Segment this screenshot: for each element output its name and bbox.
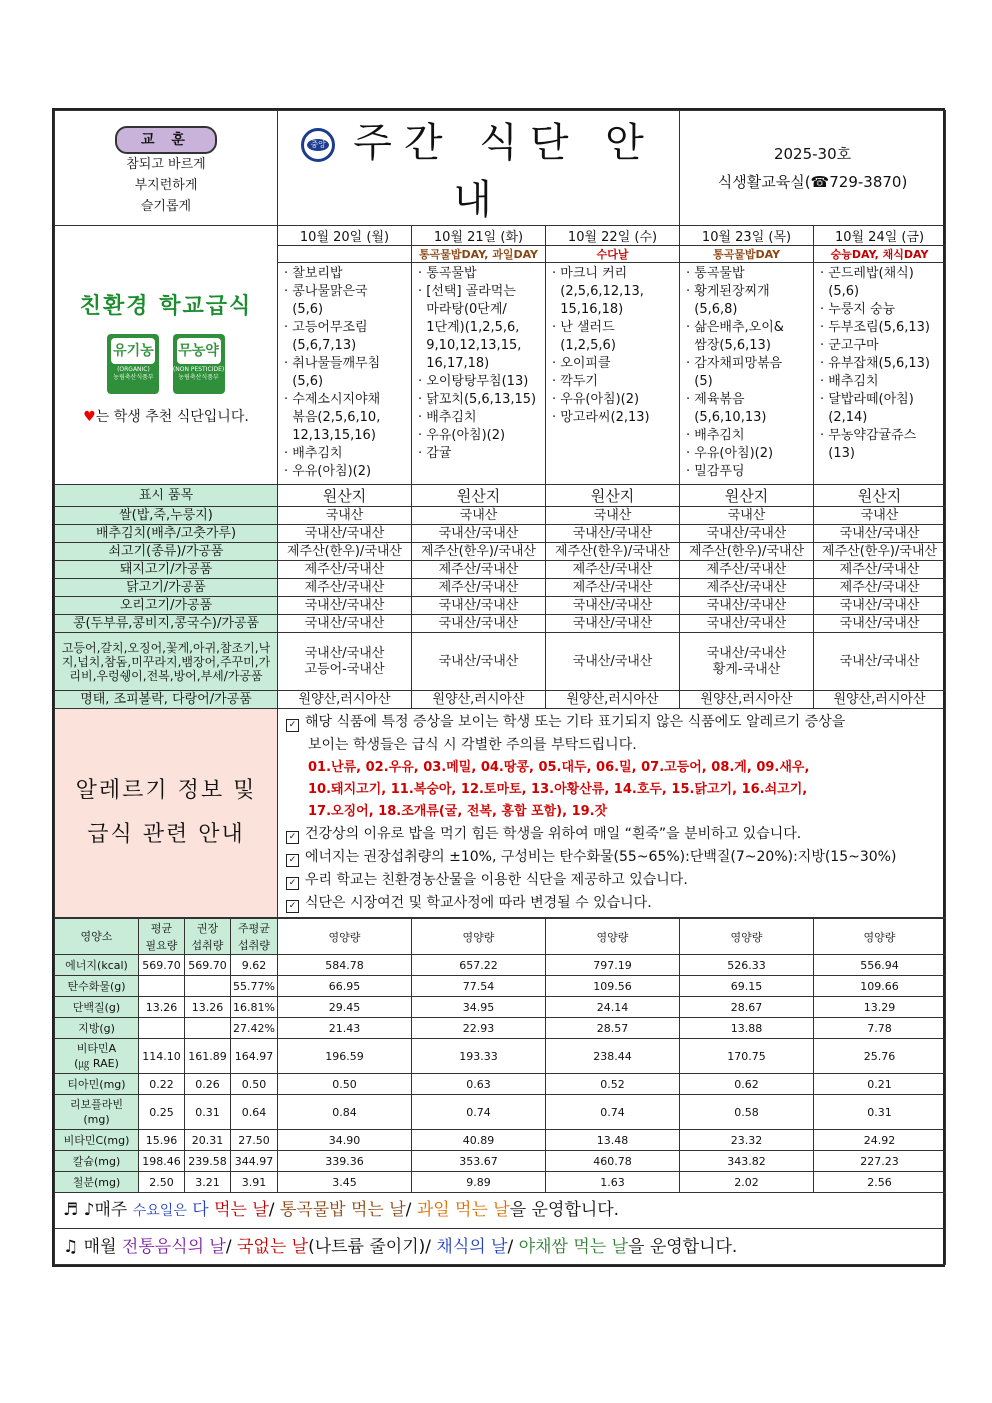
origin-row-label: 돼지고기/가공품 — [55, 561, 278, 579]
menu-item: · 마크니 커리 — [552, 266, 628, 281]
origin-row-value: 국내산/국내산 — [278, 597, 412, 615]
nutrition-day-value: 0.62 — [680, 1074, 814, 1095]
nutrition-avg-value: 15.96 — [139, 1130, 185, 1151]
origin-row-value: 국내산/국내산 — [278, 525, 412, 543]
eco-title: 친환경 학교급식 — [79, 293, 253, 319]
allergy-note-1: ✓ 해당 식품에 특정 증상을 보이는 학생 또는 기타 표기되지 않은 식품에도 알레르기 증상을 — [286, 711, 937, 734]
menu-item: (5) — [686, 374, 713, 389]
nutrition-day-value: 353.67 — [412, 1151, 546, 1172]
nutrition-day-value: 0.21 — [814, 1074, 946, 1095]
origin-row-value: 국내산/국내산 — [814, 597, 946, 615]
menu-item: · 황게된장찌개 — [686, 284, 770, 299]
nutrition-day-value: 193.33 — [412, 1039, 546, 1074]
menu-item: · 취나물들깨무침 — [284, 356, 381, 371]
origin-row-value: 국내산/국내산 — [680, 525, 814, 543]
menu-item: (2,14) — [820, 410, 868, 425]
footer-line-1: ♬ ♪매주 수요일은 다 먹는 날/ 통곡물밥 먹는 날/ 과일 먹는 날을 운영합니다. — [55, 1193, 946, 1229]
menu-item: 쌈장(5,6,13) — [686, 338, 771, 353]
origin-row-value: 제주산/국내산 — [814, 561, 946, 579]
day-note-fri: 숭늉DAY, 채식DAY — [814, 246, 946, 263]
nutrition-day-value: 25.76 — [814, 1039, 946, 1074]
nutrition-day-value: 526.33 — [680, 955, 814, 976]
origin-row-value: 제주산/국내산 — [412, 561, 546, 579]
menu-item: 16,17,18) — [418, 356, 490, 371]
nutrition-rec-value: 13.26 — [185, 997, 231, 1018]
origin-row-value: 제주산(한우)/국내산 — [546, 543, 680, 561]
checkbox-icon: ✓ — [286, 831, 299, 844]
menu-item: 9,10,12,13,15, — [418, 338, 522, 353]
menu-item: (13) — [820, 446, 855, 461]
origin-header-tue: 원산지 — [412, 485, 546, 507]
menu-item: · 통곡물밥 — [686, 266, 745, 281]
menu-item: · 곤드레밥(채식) — [820, 266, 914, 281]
nutrition-row-label: 탄수화물(g) — [55, 976, 139, 997]
nutrition-day-value: 7.78 — [814, 1018, 946, 1039]
allergy-info — [278, 709, 946, 918]
origin-row-value: 제주산(한우)/국내산 — [412, 543, 546, 561]
nutrition-day-value: 28.67 — [680, 997, 814, 1018]
day-menu-mon — [278, 263, 412, 485]
origin-seafood-wed: 국내산/국내산 — [546, 633, 680, 691]
day-date-wed: 10월 22일 (수) — [546, 226, 680, 246]
day-menu-fri — [814, 263, 946, 485]
origin-row-value: 국내산/국내산 — [412, 597, 546, 615]
nutrition-avg-value: 0.25 — [139, 1095, 185, 1130]
origin-row-value: 국내산/국내산 — [680, 597, 814, 615]
nutrition-rec-value: 569.70 — [185, 955, 231, 976]
nutrition-header-label: 영양소 — [55, 919, 139, 955]
nutrition-week-value: 16.81% — [231, 997, 278, 1018]
origin-row-value: 제주산/국내산 — [814, 579, 946, 597]
origin-row-value: 국내산 — [814, 507, 946, 525]
nutrition-header-fri: 영양량 — [814, 919, 946, 955]
nutrition-avg-value — [139, 1018, 185, 1039]
nutrition-day-value: 109.66 — [814, 976, 946, 997]
menu-item: (5,6) — [284, 302, 324, 317]
nutrition-day-value: 24.92 — [814, 1130, 946, 1151]
day-menu-wed — [546, 263, 680, 485]
menu-item: 1단계)(1,2,5,6, — [418, 320, 520, 335]
menu-item: (5,6,7,13) — [284, 338, 357, 353]
origin-pollock-thu: 원양산,러시아산 — [680, 691, 814, 709]
menu-item: · 오이피클 — [552, 356, 611, 371]
nutrition-row-label: 칼슘(mg) — [55, 1151, 139, 1172]
nutrition-row-label: 단백질(g) — [55, 997, 139, 1018]
nutrition-row-label: 에너지(kcal) — [55, 955, 139, 976]
allergy-note-1b: 보이는 학생들은 급식 시 각별한 주의를 부탁드립니다. — [308, 737, 637, 753]
nutrition-day-value: 0.31 — [814, 1095, 946, 1130]
origin-row-value: 제주산/국내산 — [546, 561, 680, 579]
origin-row-label: 콩(두부류,콩비지,콩국수)/가공품 — [55, 615, 278, 633]
nutrition-header-mon: 영양량 — [278, 919, 412, 955]
origin-row-label: 닭고기/가공품 — [55, 579, 278, 597]
origin-row-value: 국내산/국내산 — [546, 615, 680, 633]
nutrition-rec-value: 239.58 — [185, 1151, 231, 1172]
nutrition-day-value: 23.32 — [680, 1130, 814, 1151]
nutrition-day-value: 109.56 — [546, 976, 680, 997]
menu-item: · 통곡물밥 — [418, 266, 477, 281]
nutrition-week-value: 3.91 — [231, 1172, 278, 1193]
nutrition-day-value: 69.15 — [680, 976, 814, 997]
nutrition-day-value: 0.58 — [680, 1095, 814, 1130]
nutrition-row-label: 리보플라빈 (mg) — [55, 1095, 139, 1130]
allergen-list-3: 17.오징어, 18.조개류(굴, 전복, 홍합 포함), 19.잣 — [308, 804, 608, 819]
origin-row-value: 국내산/국내산 — [814, 525, 946, 543]
day-note-wed: 수다날 — [546, 246, 680, 263]
menu-item: · 배추김치 — [686, 428, 745, 443]
nutrition-row-label: 비타민A (㎍ RAE) — [55, 1039, 139, 1074]
nutrition-day-value: 22.93 — [412, 1018, 546, 1039]
day-date-mon: 10월 20일 (월) — [278, 226, 412, 246]
menu-item: · 수제소시지야채 — [284, 392, 381, 407]
allergy-note-5: ✓ 식단은 시장여건 및 학교사정에 따라 변경될 수 있습니다. — [286, 892, 937, 915]
origin-row-value: 제주산/국내산 — [680, 561, 814, 579]
origin-seafood-fri: 국내산/국내산 — [814, 633, 946, 691]
no-pesticide-logo-icon: 무농약 (NON PESTICIDE) 농림축산식품부 — [173, 334, 225, 394]
nutrition-header-wed: 영양량 — [546, 919, 680, 955]
origin-row-label: 쌀(밥,죽,누룽지) — [55, 507, 278, 525]
origin-row-value: 제주산(한우)/국내산 — [680, 543, 814, 561]
nutrition-avg-value: 198.46 — [139, 1151, 185, 1172]
motto-badge: 교 훈 — [115, 126, 217, 154]
origin-row-label: 배추김치(배추/고춧가루) — [55, 525, 278, 543]
day-date-tue: 10월 21일 (화) — [412, 226, 546, 246]
nutrition-day-value: 339.36 — [278, 1151, 412, 1172]
nutrition-day-value: 77.54 — [412, 976, 546, 997]
nutrition-day-value: 40.89 — [412, 1130, 546, 1151]
nutrition-table — [54, 918, 946, 1265]
menu-item: · 우유(아침)(2) — [284, 464, 372, 479]
motto-line-2: 부지런하게 — [134, 177, 198, 193]
day-note-tue: 통곡물밥DAY, 과일DAY — [412, 246, 546, 263]
nutrition-day-value: 170.75 — [680, 1039, 814, 1074]
menu-item: · 깍두기 — [552, 374, 598, 389]
nutrition-rec-value: 20.31 — [185, 1130, 231, 1151]
menu-item: · 배추김치 — [284, 446, 343, 461]
origin-row-value: 제주산/국내산 — [680, 579, 814, 597]
nutrition-week-value: 55.77% — [231, 976, 278, 997]
nutrition-week-value: 0.64 — [231, 1095, 278, 1130]
nutrition-avg-value: 114.10 — [139, 1039, 185, 1074]
menu-item: (5,6,10,13) — [686, 410, 767, 425]
menu-item: · 달밥라떼(아침) — [820, 392, 914, 407]
title-box — [278, 111, 680, 226]
allergen-list-1: 01.난류, 02.우유, 03.메밀, 04.땅콩, 05.대두, 06.밀, 07.고등어, 08.게, 09.새우, — [308, 760, 810, 775]
issue-number: 2025-30호 — [773, 145, 852, 163]
origin-row-value: 제주산/국내산 — [546, 579, 680, 597]
nutrition-day-value: 0.84 — [278, 1095, 412, 1130]
nutrition-day-value: 21.43 — [278, 1018, 412, 1039]
origin-row-value: 제주산(한우)/국내산 — [814, 543, 946, 561]
nutrition-day-value: 0.52 — [546, 1074, 680, 1095]
origin-row-value: 국내산/국내산 — [814, 615, 946, 633]
origin-row-value: 제주산/국내산 — [278, 561, 412, 579]
nutrition-row-label: 티아민(mg) — [55, 1074, 139, 1095]
menu-item: · 유부잡채(5,6,13) — [820, 356, 931, 371]
nutrition-day-value: 66.95 — [278, 976, 412, 997]
origin-row-value: 국내산/국내산 — [546, 597, 680, 615]
nutrition-day-value: 0.50 — [278, 1074, 412, 1095]
nutrition-rec-value — [185, 1018, 231, 1039]
nutrition-header-thu: 영양량 — [680, 919, 814, 955]
menu-table — [54, 110, 946, 918]
menu-item: (1,2,5,6) — [552, 338, 616, 353]
menu-item: (5,6) — [820, 284, 860, 299]
origin-row-value: 국내산/국내산 — [680, 615, 814, 633]
origin-seafood-thu: 국내산/국내산 황게-국내산 — [680, 633, 814, 691]
menu-item: · 배추김치 — [418, 410, 477, 425]
origin-pollock-tue: 원양산,러시아산 — [412, 691, 546, 709]
menu-item: · 무농약감귤쥬스 — [820, 428, 917, 443]
menu-item: 마라탕(0단계/ — [418, 302, 507, 317]
nutrition-avg-value: 13.26 — [139, 997, 185, 1018]
day-date-thu: 10월 23일 (목) — [680, 226, 814, 246]
nutrition-day-value: 2.56 — [814, 1172, 946, 1193]
checkbox-icon: ✓ — [286, 854, 299, 867]
day-menu-tue — [412, 263, 546, 485]
menu-item: · 망고라씨(2,13) — [552, 410, 650, 425]
motto-box — [55, 111, 278, 226]
nutrition-day-value: 556.94 — [814, 955, 946, 976]
origin-row-value: 제주산/국내산 — [278, 579, 412, 597]
origin-header-fri: 원산지 — [814, 485, 946, 507]
nutrition-avg-value — [139, 976, 185, 997]
menu-item: (2,5,6,12,13, — [552, 284, 644, 299]
origin-row-value: 국내산 — [412, 507, 546, 525]
checkbox-icon: ✓ — [286, 900, 299, 913]
day-date-fri: 10월 24일 (금) — [814, 226, 946, 246]
menu-item: · 찰보리밥 — [284, 266, 343, 281]
nutrition-day-value: 343.82 — [680, 1151, 814, 1172]
menu-item: · 삶은배추,오이& — [686, 320, 784, 335]
origin-row-value: 제주산(한우)/국내산 — [278, 543, 412, 561]
origin-row-value: 제주산/국내산 — [412, 579, 546, 597]
nutrition-day-value: 227.23 — [814, 1151, 946, 1172]
nutrition-header-rec: 권장 섭취량 — [185, 919, 231, 955]
nutrition-day-value: 0.74 — [412, 1095, 546, 1130]
nutrition-day-value: 29.45 — [278, 997, 412, 1018]
nutrition-header-tue: 영양량 — [412, 919, 546, 955]
origin-header-thu: 원산지 — [680, 485, 814, 507]
origin-row-label: 오리고기/가공품 — [55, 597, 278, 615]
motto-line-1: 참되고 바르게 — [126, 156, 206, 172]
menu-item: (5,6) — [284, 374, 324, 389]
origin-row-value: 국내산/국내산 — [278, 615, 412, 633]
origin-header-mon: 원산지 — [278, 485, 412, 507]
nutrition-week-value: 27.42% — [231, 1018, 278, 1039]
origin-row-value: 국내산 — [680, 507, 814, 525]
menu-item: · [선택] 골라먹는 — [418, 284, 516, 299]
origin-pollock-wed: 원양산,러시아산 — [546, 691, 680, 709]
nutrition-day-value: 657.22 — [412, 955, 546, 976]
nutrition-day-value: 0.63 — [412, 1074, 546, 1095]
nutrition-avg-value: 2.50 — [139, 1172, 185, 1193]
school-emblem-icon: 중앙 — [301, 128, 335, 162]
menu-item: · 난 샐러드 — [552, 320, 615, 335]
organic-logo-icon: 유기농 (ORGANIC) 농림축산식품부 — [107, 334, 159, 394]
origin-row-value: 국내산/국내산 — [412, 615, 546, 633]
menu-item: 볶음(2,5,6,10, — [284, 410, 381, 425]
nutrition-rec-value: 0.26 — [185, 1074, 231, 1095]
nutrition-week-value: 0.50 — [231, 1074, 278, 1095]
recommend-note: ♥는 학생 추천 식단입니다. — [83, 408, 249, 425]
menu-item: · 배추김치 — [820, 374, 879, 389]
origin-seafood-tue: 국내산/국내산 — [412, 633, 546, 691]
allergy-title-line-2: 급식 관련 안내 — [87, 822, 245, 847]
origin-row-value: 국내산 — [546, 507, 680, 525]
menu-item: · 우유(아침)(2) — [552, 392, 640, 407]
nutrition-day-value: 196.59 — [278, 1039, 412, 1074]
nutrition-week-value: 344.97 — [231, 1151, 278, 1172]
day-note-mon — [278, 246, 412, 263]
menu-item: · 콩나물맑은국 — [284, 284, 368, 299]
nutrition-day-value: 28.57 — [546, 1018, 680, 1039]
origin-row-value: 국내산 — [278, 507, 412, 525]
allergy-note-4: ✓ 우리 학교는 친환경농산물을 이용한 식단을 제공하고 있습니다. — [286, 869, 937, 892]
menu-item: · 닭꼬치(5,6,13,15) — [418, 392, 537, 407]
nutrition-day-value: 24.14 — [546, 997, 680, 1018]
origin-header-wed: 원산지 — [546, 485, 680, 507]
nutrition-avg-value: 569.70 — [139, 955, 185, 976]
origin-row-value: 국내산/국내산 — [412, 525, 546, 543]
nutrition-day-value: 0.74 — [546, 1095, 680, 1130]
nutrition-week-value: 164.97 — [231, 1039, 278, 1074]
origin-header-label: 표시 품목 — [55, 485, 278, 507]
origin-seafood-mon: 국내산/국내산 고등어-국내산 — [278, 633, 412, 691]
nutrition-rec-value: 161.89 — [185, 1039, 231, 1074]
menu-item: · 우유(아침)(2) — [686, 446, 774, 461]
nutrition-rec-value — [185, 976, 231, 997]
allergy-title-box — [55, 709, 278, 918]
issue-box — [680, 111, 946, 226]
nutrition-day-value: 13.88 — [680, 1018, 814, 1039]
eco-logos — [55, 334, 277, 394]
nutrition-header-avg: 평균 필요량 — [139, 919, 185, 955]
page-title: 주간 식단 안내 — [353, 120, 656, 223]
menu-item: · 우유(아침)(2) — [418, 428, 506, 443]
origin-label-pollock: 명태, 조피볼락, 다랑어/가공품 — [55, 691, 278, 709]
allergy-title-line-1: 알레르기 정보 및 — [75, 778, 257, 803]
nutrition-day-value: 3.45 — [278, 1172, 412, 1193]
motto-line-3: 슬기롭게 — [140, 198, 192, 214]
menu-item: · 밀감푸딩 — [686, 464, 745, 479]
menu-item: · 오이탕탕무침(13) — [418, 374, 529, 389]
menu-item: · 제육볶음 — [686, 392, 745, 407]
menu-item: (5,6,8) — [686, 302, 738, 317]
nutrition-rec-value: 3.21 — [185, 1172, 231, 1193]
nutrition-rec-value: 0.31 — [185, 1095, 231, 1130]
office-contact: 식생활교육실(☎729-3870) — [717, 173, 908, 191]
menu-item: · 고등어무조림 — [284, 320, 368, 335]
day-note-thu: 통곡물밥DAY — [680, 246, 814, 263]
heart-icon: ♥ — [83, 408, 96, 425]
menu-item: · 감자채피망볶음 — [686, 356, 783, 371]
nutrition-day-value: 13.48 — [546, 1130, 680, 1151]
checkbox-icon: ✓ — [286, 719, 299, 732]
nutrition-header-week: 주평균 섭취량 — [231, 919, 278, 955]
menu-item: 15,16,18) — [552, 302, 624, 317]
nutrition-day-value: 34.95 — [412, 997, 546, 1018]
nutrition-week-value: 27.50 — [231, 1130, 278, 1151]
checkbox-icon: ✓ — [286, 877, 299, 890]
footer-line-2: ♫ 매월 전통음식의 날/ 국없는 날(나트륨 줄이기)/ 채식의 날/ 야채쌈 먹는 날을 운영합니다. — [55, 1229, 946, 1265]
nutrition-day-value: 460.78 — [546, 1151, 680, 1172]
nutrition-day-value: 584.78 — [278, 955, 412, 976]
eco-box — [55, 226, 278, 485]
allergen-list-2: 10.돼지고기, 11.복숭아, 12.토마토, 13.아황산류, 14.호두, 15.닭고기, 16.쇠고기, — [308, 782, 808, 797]
origin-label-seafood: 고등어,갈치,오징어,꽃게,아귀,참조기,낙지,넙치,참돔,미꾸라지,뱀장어,주꾸미,가리비,우렁쉥이,전복,방어,부세/가공품 — [55, 633, 278, 691]
nutrition-row-label: 지방(g) — [55, 1018, 139, 1039]
menu-sheet — [52, 108, 945, 1267]
nutrition-avg-value: 0.22 — [139, 1074, 185, 1095]
origin-row-value: 국내산/국내산 — [546, 525, 680, 543]
nutrition-day-value: 2.02 — [680, 1172, 814, 1193]
nutrition-day-value: 34.90 — [278, 1130, 412, 1151]
menu-item: · 누룽지 숭늉 — [820, 302, 896, 317]
menu-item: 12,13,15,16) — [284, 428, 376, 443]
nutrition-row-label: 철분(mg) — [55, 1172, 139, 1193]
menu-item: · 군고구마 — [820, 338, 879, 353]
menu-item: · 두부조림(5,6,13) — [820, 320, 931, 335]
nutrition-day-value: 13.29 — [814, 997, 946, 1018]
origin-pollock-fri: 원양산,러시아산 — [814, 691, 946, 709]
nutrition-week-value: 9.62 — [231, 955, 278, 976]
origin-pollock-mon: 원양산,러시아산 — [278, 691, 412, 709]
nutrition-row-label: 비타민C(mg) — [55, 1130, 139, 1151]
nutrition-day-value: 9.89 — [412, 1172, 546, 1193]
allergy-note-3: ✓ 에너지는 권장섭취량의 ±10%, 구성비는 탄수화물(55~65%):단백질(7~20%):지방(15~30%) — [286, 846, 937, 869]
allergy-note-2: ✓ 건강상의 이유로 밥을 먹기 힘든 학생을 위하여 매일 “흰죽”을 분비하고 있습니다. — [286, 823, 937, 846]
origin-row-label: 쇠고기(종류)/가공품 — [55, 543, 278, 561]
menu-item: · 감귤 — [418, 446, 452, 461]
nutrition-day-value: 797.19 — [546, 955, 680, 976]
nutrition-day-value: 238.44 — [546, 1039, 680, 1074]
day-menu-thu — [680, 263, 814, 485]
nutrition-day-value: 1.63 — [546, 1172, 680, 1193]
